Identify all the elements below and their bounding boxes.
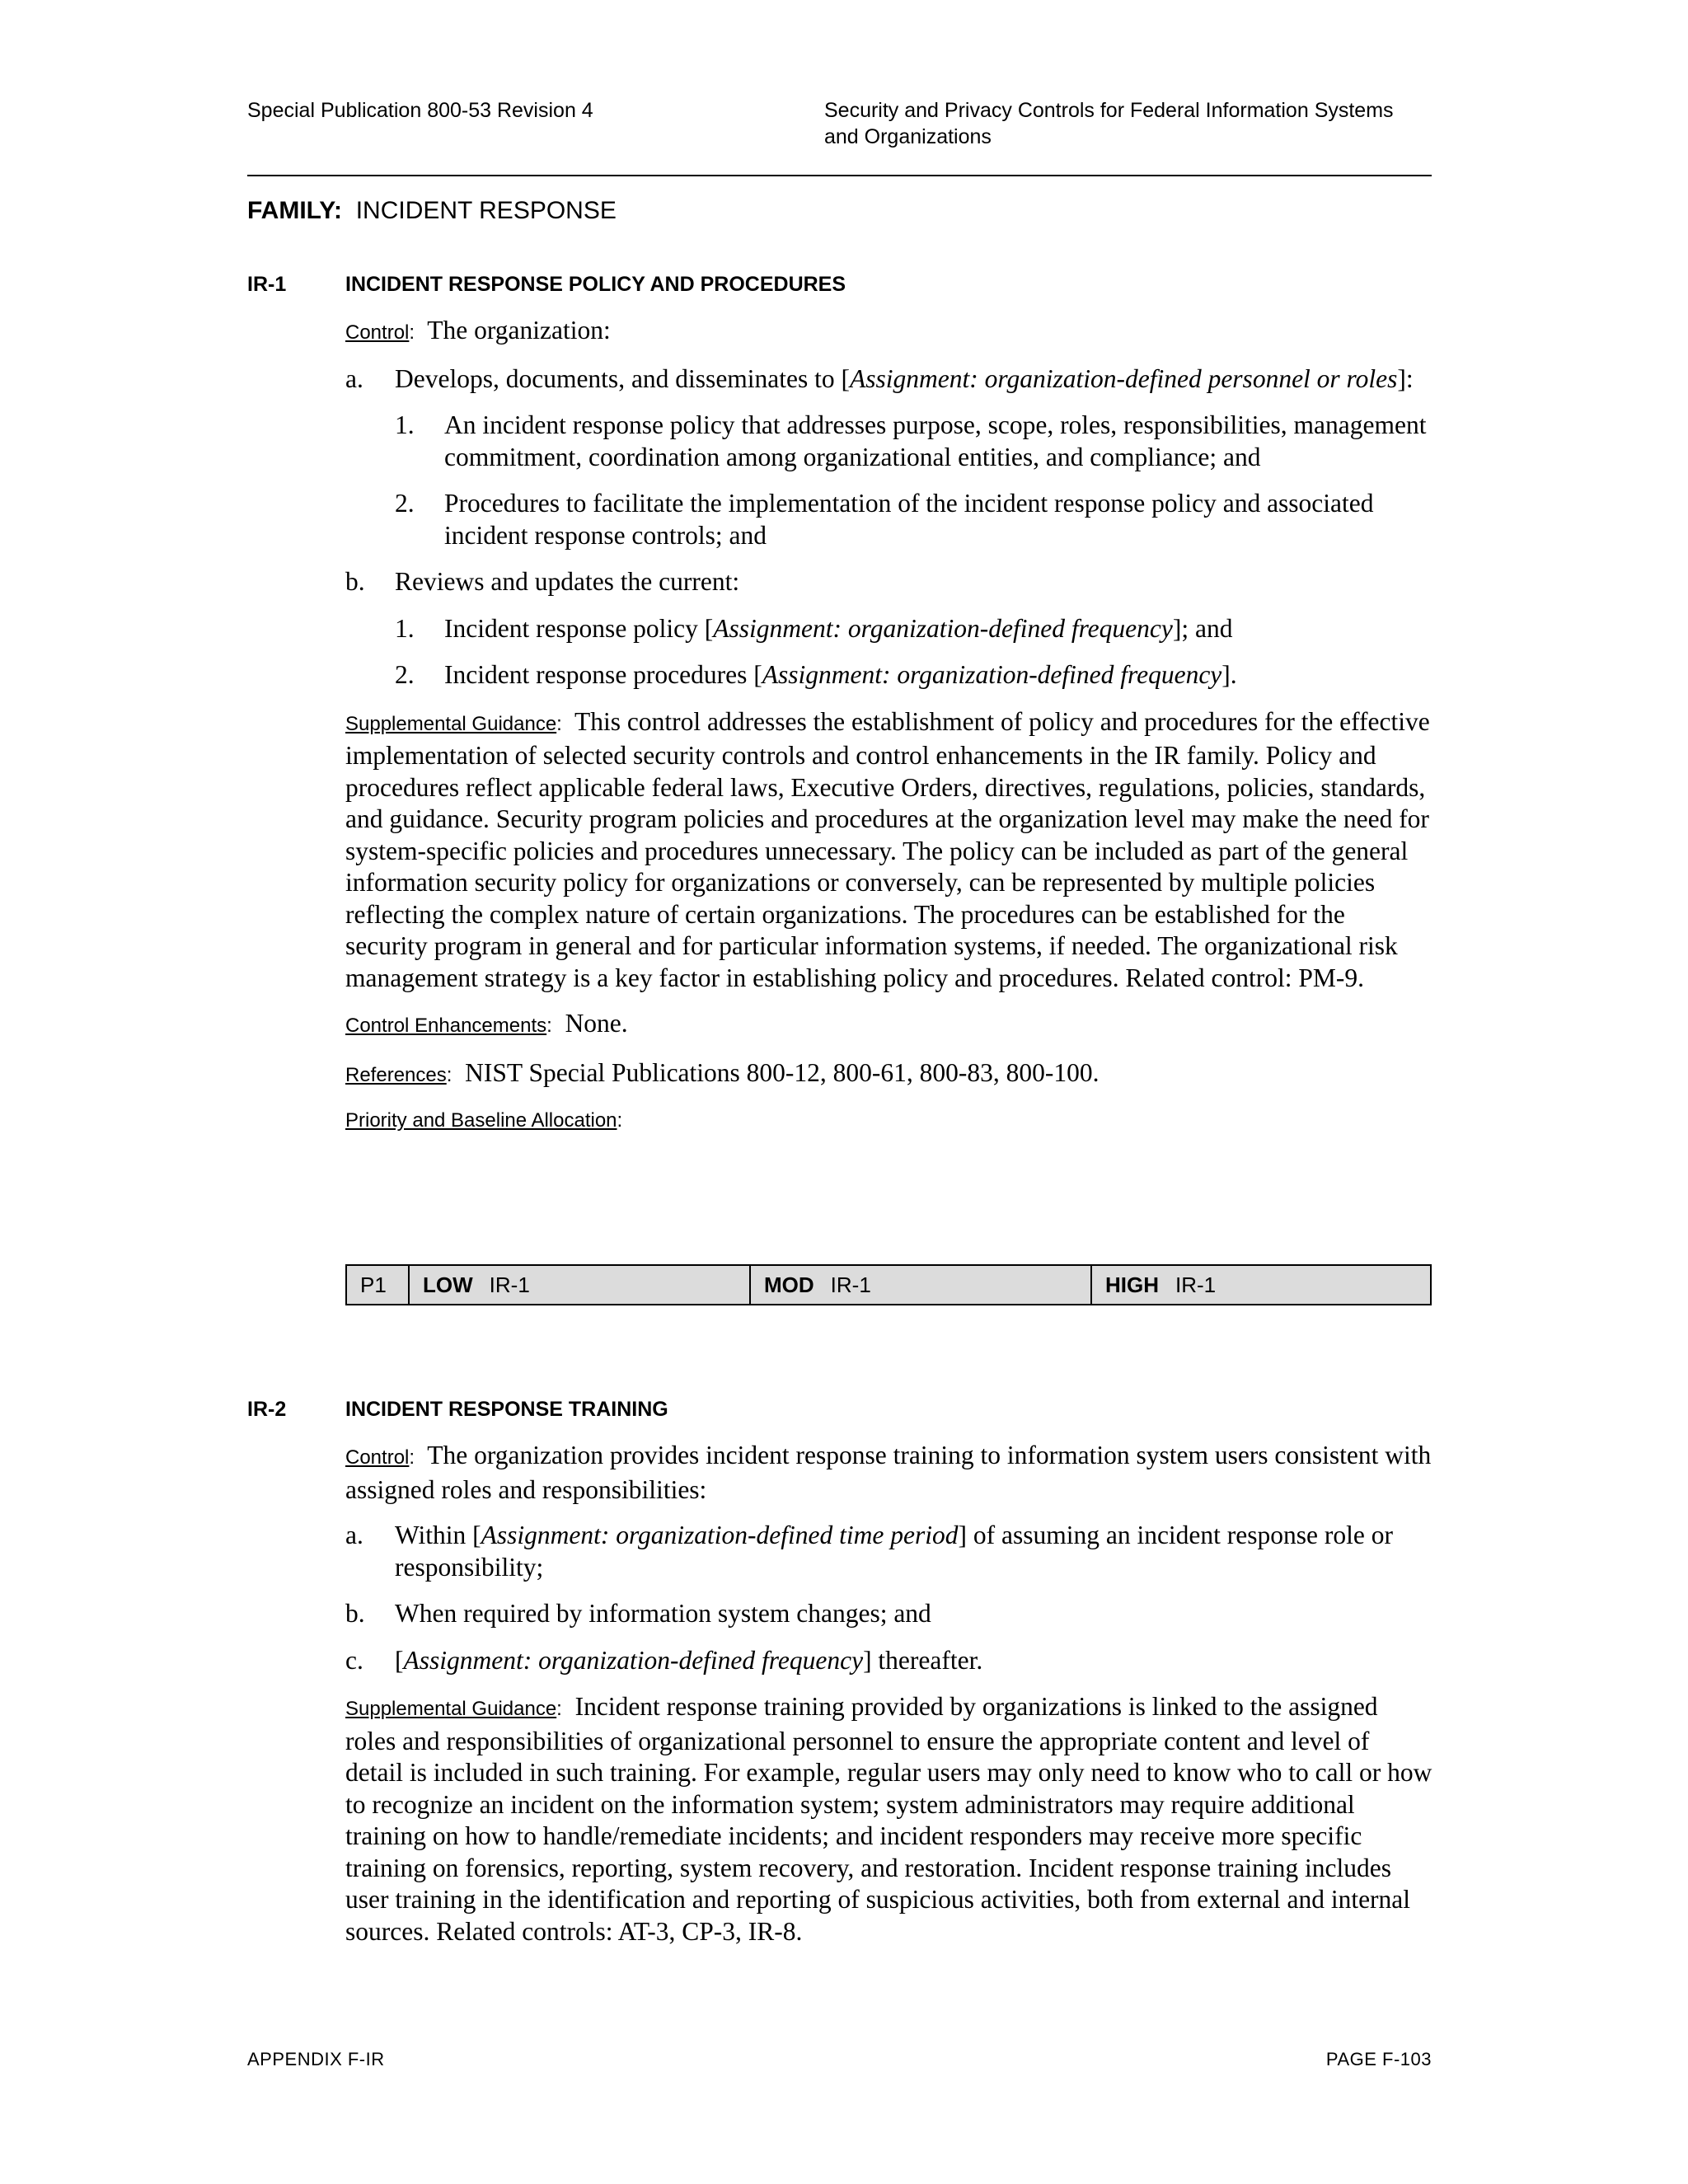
high-label: HIGH xyxy=(1105,1272,1159,1297)
item-text-end: ] thereafter. xyxy=(863,1645,983,1675)
family-label: FAMILY: xyxy=(247,197,343,224)
publication-title: Special Publication 800-53 Revision 4 xyxy=(247,99,593,122)
ir2-supplemental-guidance: Supplemental Guidance: Incident response training provided by organizations is linked to the assigned roles and responsibilities of organizational personnel to ensure the appropriate content and level of detail is included in such training. For example, regular users may only need to know who to call or how to recognize an incident on the information system; system administrators may require additional training on how to handle/remediate incidents; and incident responders may receive more specific training on forensics, reporting, system recovery, and restoration. Incident response training includes user training in the identification and reporting of suspicious activities, both from external and internal sources. Related controls: AT-3, CP-3, IR-8. xyxy=(345,1692,1432,1946)
supplemental-guidance-label: Supplemental Guidance xyxy=(345,1698,557,1720)
item-text: When required by information system changes; and xyxy=(395,1599,931,1628)
mod-label: MOD xyxy=(764,1272,814,1297)
ir2-id: IR-2 xyxy=(247,1398,287,1421)
ir1-priority-heading: Priority and Baseline Allocation: xyxy=(345,1109,623,1132)
item-marker: 2. xyxy=(395,489,415,518)
running-header xyxy=(247,97,1432,176)
supplemental-guidance-text: This control addresses the establishment of policy and procedures for the effective implementation of selected security controls and control enhancements in the IR family. Policy and procedures reflect applicable federal laws, Executive Orders, directives, regulations, policies, standards, and guidance. Security program policies and procedures at the organization level may make the need for system-specific policies and procedures unnecessary. The policy can be included as part of the general information security policy for organizations or conversely, can be represented by multiple policies reflecting the complex nature of certain organizations. The procedures can be established for the security program in general and for particular information systems, if needed. The organizational risk management strategy is a key factor in establishing policy and procedures. Related control: PM-9. xyxy=(345,706,1430,992)
assignment-text: Assignment: organization-defined frequency xyxy=(713,613,1173,643)
item-text: Reviews and updates the current: xyxy=(395,567,740,596)
item-marker: 1. xyxy=(395,410,415,439)
ir1-id: IR-1 xyxy=(247,273,287,296)
control-text: The organization: xyxy=(427,316,611,344)
ir1-item-b2 xyxy=(345,659,1433,691)
ir1-supplemental-guidance: Supplemental Guidance: This control addresses the establishment of policy and procedures for the effective implementation of selected security controls and control enhancements in the IR family. Policy and procedures reflect applicable federal laws, Executive Orders, directives, regulations, policies, standards, and guidance. Security program policies and procedures at the organization level may make the need for system-specific policies and procedures unnecessary. The policy can be included as part of the general information security policy for organizations or conversely, can be represented by multiple policies reflecting the complex nature of certain organizations. The procedures can be established for the security program in general and for particular information systems, if needed. The organizational risk management strategy is a key factor in establishing policy and procedures. Related control: PM-9. xyxy=(345,706,1430,992)
ir1-control-statement: Control: The organization: xyxy=(345,316,611,344)
ir1-body xyxy=(345,315,1433,1137)
ir1-item-a xyxy=(345,363,1433,396)
item-text: Develops, documents, and disseminates to [ xyxy=(395,363,851,393)
item-text: [ xyxy=(395,1645,404,1675)
control-text: The organization provides incident response training to information system users consistent with assigned roles and responsibilities: xyxy=(345,1441,1432,1504)
high-value: IR-1 xyxy=(1175,1272,1217,1297)
item-text: Incident response policy [ xyxy=(444,613,714,643)
ir2-item-b xyxy=(345,1598,1433,1630)
item-marker: a. xyxy=(345,1521,363,1549)
item-text-end: ] of assuming an incident response role or responsibility; xyxy=(395,1521,1393,1582)
footer-page-number: PAGE F-103 xyxy=(1325,2049,1432,2069)
control-label: Control xyxy=(345,321,410,344)
item-marker: 1. xyxy=(395,613,415,643)
control-enhancements-label: Control Enhancements xyxy=(345,1015,547,1037)
item-text: Procedures to facilitate the implementation of the incident response policy and associated incident response controls; and xyxy=(444,489,1374,550)
control-enhancements-text: None. xyxy=(565,1009,628,1038)
low-label: LOW xyxy=(423,1272,473,1297)
low-value: IR-1 xyxy=(489,1272,530,1297)
supplemental-guidance-label: Supplemental Guidance xyxy=(345,712,557,735)
ir1-baseline-table xyxy=(345,1264,1432,1305)
item-text-end: ]; and xyxy=(1172,613,1233,643)
priority-baseline-label: Priority and Baseline Allocation xyxy=(345,1109,617,1132)
ir2-body xyxy=(345,1440,1433,1947)
supplemental-guidance-text: Incident response training provided by organizations is linked to the assigned roles and responsibilities of organizational personnel to ensure the appropriate content and level of detail is included in such training. For example, regular users may only need to know who to call or how to recognize an incident on the information system; system administrators may require additional training on how to handle/remediate incidents; and incident responders may receive more specific training on forensics, reporting, system recovery, and restoration. Incident response training includes user training in the identification and reporting of suspicious activities, both from external and internal sources. Related controls: AT-3, CP-3, IR-8. xyxy=(345,1692,1432,1946)
item-marker: 2. xyxy=(395,660,415,689)
mod-baseline-cell xyxy=(751,1266,1092,1304)
ir1-item-a2 xyxy=(345,488,1433,551)
family-name: INCIDENT RESPONSE xyxy=(355,197,617,224)
ir1-control-enhancements: Control Enhancements: None. xyxy=(345,1009,628,1038)
item-marker: a. xyxy=(345,363,363,393)
ir1-item-b xyxy=(345,566,1433,598)
references-text: NIST Special Publications 800-12, 800-61, 800-83, 800-100. xyxy=(465,1057,1100,1087)
ir1-item-a1 xyxy=(345,410,1433,473)
item-text: Incident response procedures [ xyxy=(444,660,762,689)
assignment-text: Assignment: organization-defined personnel or roles xyxy=(850,363,1398,393)
low-baseline-cell xyxy=(410,1266,751,1304)
item-text-end: ]: xyxy=(1397,363,1414,393)
document-title-line-1: Security and Privacy Controls for Federal Information Systems xyxy=(824,99,1394,122)
family-heading xyxy=(247,196,617,226)
item-text: An incident response policy that addresses purpose, scope, roles, responsibilities, management commitment, coordination among organizational entities, and compliance; and xyxy=(444,410,1427,471)
ir2-item-a xyxy=(345,1520,1433,1583)
mod-value: IR-1 xyxy=(830,1272,871,1297)
assignment-text: Assignment: organization-defined time period xyxy=(481,1521,959,1549)
references-label: References xyxy=(345,1063,447,1086)
ir1-references: References: NIST Special Publications 800-12, 800-61, 800-83, 800-100. xyxy=(345,1057,1100,1087)
priority-value: P1 xyxy=(360,1272,387,1297)
control-label: Control xyxy=(345,1446,410,1469)
ir2-title: INCIDENT RESPONSE TRAINING xyxy=(345,1398,668,1421)
ir1-title: INCIDENT RESPONSE POLICY AND PROCEDURES xyxy=(345,273,846,296)
footer-appendix: APPENDIX F-IR xyxy=(247,2049,385,2069)
document-title-line-2: and Organizations xyxy=(824,125,992,148)
priority-cell xyxy=(347,1266,410,1304)
ir1-item-b1 xyxy=(345,613,1433,645)
high-baseline-cell xyxy=(1092,1266,1430,1304)
item-marker: b. xyxy=(345,1599,365,1628)
item-marker: b. xyxy=(345,567,365,596)
assignment-text: Assignment: organization-defined frequency xyxy=(403,1645,864,1675)
ir2-item-c xyxy=(345,1645,1433,1677)
assignment-text: Assignment: organization-defined frequency xyxy=(762,660,1222,689)
ir2-control-statement: Control: The organization provides incident response training to information system users consistent with assigned roles and responsibilities: xyxy=(345,1441,1432,1504)
item-marker: c. xyxy=(345,1645,363,1675)
document-title xyxy=(824,97,1432,150)
item-text: Within [ xyxy=(395,1521,481,1549)
item-text-end: ]. xyxy=(1221,660,1237,689)
